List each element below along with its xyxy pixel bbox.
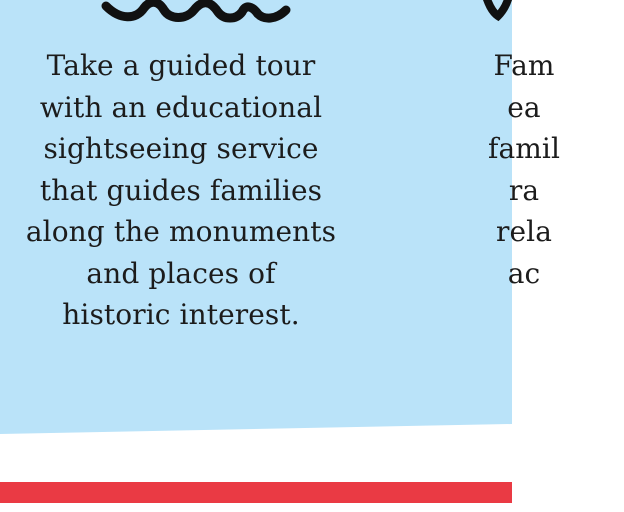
description-line: sightseeing service — [43, 132, 319, 165]
description-line: along the monuments — [25, 215, 337, 248]
second-description-cropped — [424, 45, 624, 294]
script-heading-left — [102, 0, 302, 20]
description-line: that guides families — [39, 173, 323, 207]
description-line: Take a guided tour — [46, 49, 316, 82]
description-line: with an educational — [39, 90, 323, 124]
description-line: rela — [495, 215, 552, 248]
red-stripe-divider — [0, 482, 512, 503]
bottom-white-band — [0, 503, 512, 512]
script-heading-right — [476, 0, 516, 20]
description-line: ra — [508, 173, 540, 207]
description-line: historic interest. — [62, 298, 300, 331]
description-line: famil — [487, 132, 561, 165]
description-line: ac — [507, 256, 541, 290]
tour-description — [0, 45, 362, 336]
description-line: and places of — [86, 256, 276, 290]
description-line: Fam — [493, 49, 555, 82]
description-line: ea — [507, 90, 541, 124]
